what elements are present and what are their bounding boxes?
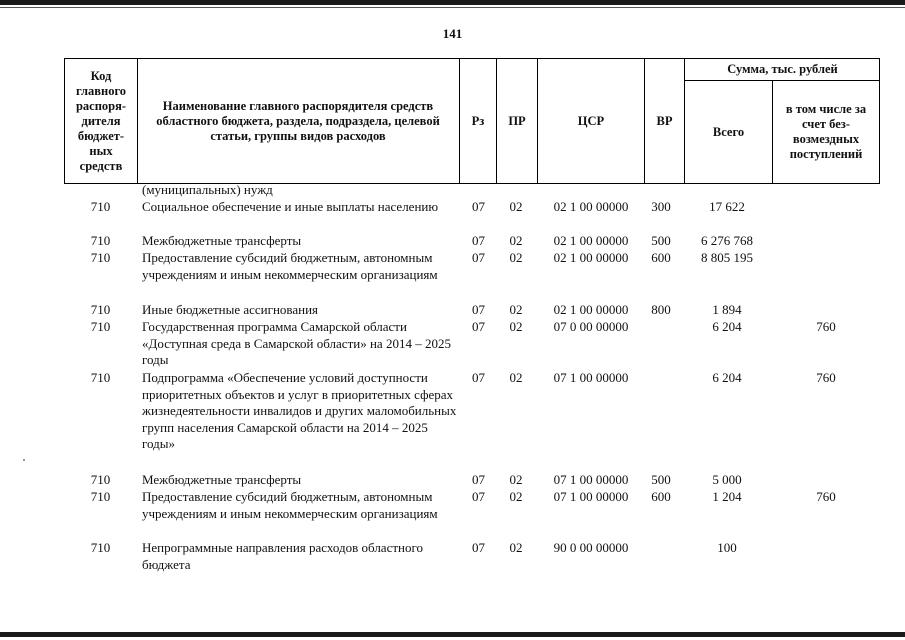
- header-sum: Сумма, тыс. рублей: [727, 61, 838, 76]
- cell-total: 100: [717, 540, 737, 555]
- cell-csr: 07 1 00 00000: [553, 370, 629, 385]
- cell-name: Государственная программа Самарской области «Доступная среда в Самарской области» на 2014 – 2025 годы: [142, 319, 451, 367]
- cell-incl: 760: [816, 370, 836, 385]
- cell-code: 710: [90, 302, 111, 317]
- cell-name: Межбюджетные трансферты: [142, 472, 302, 487]
- header-rz: Рз: [471, 113, 485, 128]
- cell-pr: 02: [509, 302, 523, 317]
- header-vr: ВР: [656, 113, 673, 128]
- cell-name: Предоставление субсидий бюджетным, автономным учреждениям и иным некоммерческим организациям: [142, 489, 438, 521]
- cell-rz: 07: [472, 472, 485, 487]
- cell-pr: 02: [509, 199, 523, 214]
- cell-total: 17 622: [709, 199, 745, 214]
- cell-name: Иные бюджетные ассигнования: [142, 302, 319, 317]
- cell-pr: 02: [509, 250, 523, 265]
- page-number: 141: [442, 26, 463, 41]
- cell-name: Межбюджетные трансферты: [142, 233, 302, 248]
- header-incl: в том числе за счет без-возмездных поступлений: [785, 102, 867, 161]
- cell-name: Непрограммные направления расходов областного бюджета: [142, 540, 423, 572]
- cell-pr: 02: [509, 540, 523, 555]
- cell-name: Социальное обеспечение и иные выплаты населению: [142, 199, 439, 214]
- cell-rz: 07: [472, 319, 485, 334]
- cell-pr: 02: [509, 489, 523, 504]
- cell-code: 710: [90, 233, 111, 248]
- cell-code: 710: [90, 489, 111, 504]
- cell-csr: 02 1 00 00000: [553, 250, 629, 265]
- cell-csr: 07 1 00 00000: [553, 489, 629, 504]
- cell-vr: 600: [651, 489, 671, 504]
- header-name: Наименование главного распорядителя средств областного бюджета, раздела, подраздела, целевой статьи, группы видов расходов: [156, 98, 440, 143]
- cell-rz: 07: [472, 370, 485, 385]
- cell-csr: 02 1 00 00000: [553, 233, 629, 248]
- cell-vr: 300: [651, 199, 671, 214]
- cell-vr: 500: [651, 233, 671, 248]
- table-header: [64, 58, 880, 184]
- top-border-line: [0, 7, 905, 8]
- cell-rz: 07: [472, 250, 485, 265]
- cell-csr: 02 1 00 00000: [553, 302, 629, 317]
- cell-csr: 07 0 00 00000: [553, 319, 629, 334]
- cell-vr: 600: [651, 250, 671, 265]
- cell-code: 710: [90, 319, 111, 334]
- header-pr: ПР: [508, 113, 526, 128]
- continuation-text: (муниципальных) нужд: [142, 182, 273, 197]
- header-col-line: [64, 58, 65, 184]
- cell-total: 8 805 195: [701, 250, 753, 265]
- cell-vr: 500: [651, 472, 671, 487]
- cell-rz: 07: [472, 489, 485, 504]
- cell-rz: 07: [472, 233, 485, 248]
- cell-csr: 07 1 00 00000: [553, 472, 629, 487]
- cell-total: 6 204: [712, 319, 742, 334]
- cell-name: Предоставление субсидий бюджетным, автономным учреждениям и иным некоммерческим организациям: [142, 250, 438, 282]
- cell-vr: 800: [651, 302, 671, 317]
- cell-pr: 02: [509, 370, 523, 385]
- header-col-line: [137, 58, 138, 184]
- top-border: [0, 0, 905, 5]
- cell-total: 5 000: [712, 472, 742, 487]
- cell-code: 710: [90, 199, 111, 214]
- header-csr: ЦСР: [577, 113, 605, 128]
- header-col-line: [772, 80, 773, 184]
- cell-code: 710: [90, 472, 111, 487]
- bottom-border: [0, 632, 905, 637]
- cell-pr: 02: [509, 319, 523, 334]
- cell-name: Подпрограмма «Обеспечение условий доступности приоритетных объектов и услуг в приоритетных сферах жизнедеятельности инвалидов и других маломобильных групп населения Самарской области на 2014 – 2025 годы»: [142, 370, 457, 451]
- cell-total: 1 204: [712, 489, 742, 504]
- scan-speck: [23, 459, 25, 461]
- cell-pr: 02: [509, 472, 523, 487]
- cell-rz: 07: [472, 199, 485, 214]
- cell-csr: 90 0 00 00000: [553, 540, 629, 555]
- cell-total: 1 894: [712, 302, 742, 317]
- cell-incl: 760: [816, 319, 836, 334]
- cell-code: 710: [90, 250, 111, 265]
- cell-rz: 07: [472, 302, 485, 317]
- cell-rz: 07: [472, 540, 485, 555]
- cell-pr: 02: [509, 233, 523, 248]
- header-code: Код главного распоря-дителя бюджет-ных средств: [75, 68, 127, 173]
- cell-incl: 760: [816, 489, 836, 504]
- cell-total: 6 204: [712, 370, 742, 385]
- header-total: Всего: [712, 124, 745, 139]
- cell-code: 710: [90, 540, 111, 555]
- cell-code: 710: [90, 370, 111, 385]
- cell-total: 6 276 768: [701, 233, 753, 248]
- cell-csr: 02 1 00 00000: [553, 199, 629, 214]
